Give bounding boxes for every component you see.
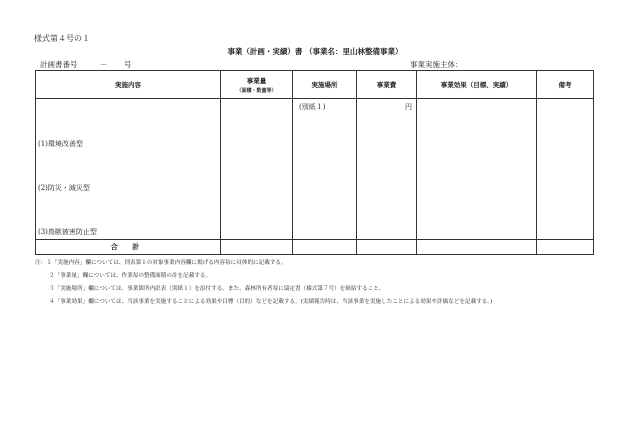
item-wildlife-damage: (3)鳥獣被害防止型 <box>38 228 97 236</box>
column-header-volume: 事業量 （面積・数量等） <box>221 71 293 99</box>
note-3: ３「実施場所」欄については、事業箇所内訳表（別紙１）を添付する。また、森林所有者毎に協定書（様式第７号）を締結すること。 <box>49 286 385 292</box>
cost-unit: 円 <box>405 103 412 111</box>
column-header-content: 実施内容 <box>36 71 221 99</box>
total-label: 合 計 <box>36 240 221 255</box>
total-cost-cell[interactable] <box>357 240 417 255</box>
total-row <box>36 240 594 255</box>
column-header-cost: 事業費 <box>357 71 417 99</box>
column-header-location: 実施場所 <box>293 71 357 99</box>
item-disaster-prevention: (2)防災・減災型 <box>38 184 90 192</box>
column-header-remarks: 備考 <box>537 71 594 99</box>
table-header-row <box>36 71 594 99</box>
volume-cell[interactable] <box>221 99 293 240</box>
document-title: 事業（計画・実績）書 （事業名：里山林整備事業） <box>227 47 403 56</box>
note-1: 注：１「実施内容」欄については、別表第１の対象事業内容欄に掲げる内容毎に具体的に記載する。 <box>35 260 287 266</box>
column-header-effect: 事業効果（目標、実績） <box>417 71 537 99</box>
total-effect-cell[interactable] <box>417 240 537 255</box>
note-2: ２「事業量」欄については、作業毎の整備面積の計を記載する。 <box>49 273 212 279</box>
effect-cell[interactable] <box>417 99 537 240</box>
total-remarks-cell[interactable] <box>537 240 594 255</box>
location-cell[interactable] <box>293 99 357 240</box>
project-plan-table <box>35 70 594 255</box>
note-4: ４「事業効果」欄については、当該事業を実施することによる効果や目標（目的）などを記載する。(実績報告時は、当該事業を実施したことによる効果や評価などを記載する。) <box>49 299 493 305</box>
cost-cell[interactable] <box>357 99 417 240</box>
total-location-cell[interactable] <box>293 240 357 255</box>
form-number: 様式第４号の１ <box>34 34 90 43</box>
plan-number-label: 計画書番号 <box>40 60 78 69</box>
remarks-cell[interactable] <box>537 99 594 240</box>
plan-number-dash: － <box>100 60 108 69</box>
item-environment: (1)環境改善型 <box>38 140 83 148</box>
column-header-volume-sub: （面積・数量等） <box>236 87 277 94</box>
table-body-row <box>36 99 594 240</box>
implementing-entity-label: 事業実施主体： <box>410 60 463 69</box>
location-annex-note: (別紙１) <box>299 103 326 111</box>
total-volume-cell[interactable] <box>221 240 293 255</box>
content-cell[interactable] <box>36 99 221 240</box>
plan-number-suffix: 号 <box>124 60 132 69</box>
